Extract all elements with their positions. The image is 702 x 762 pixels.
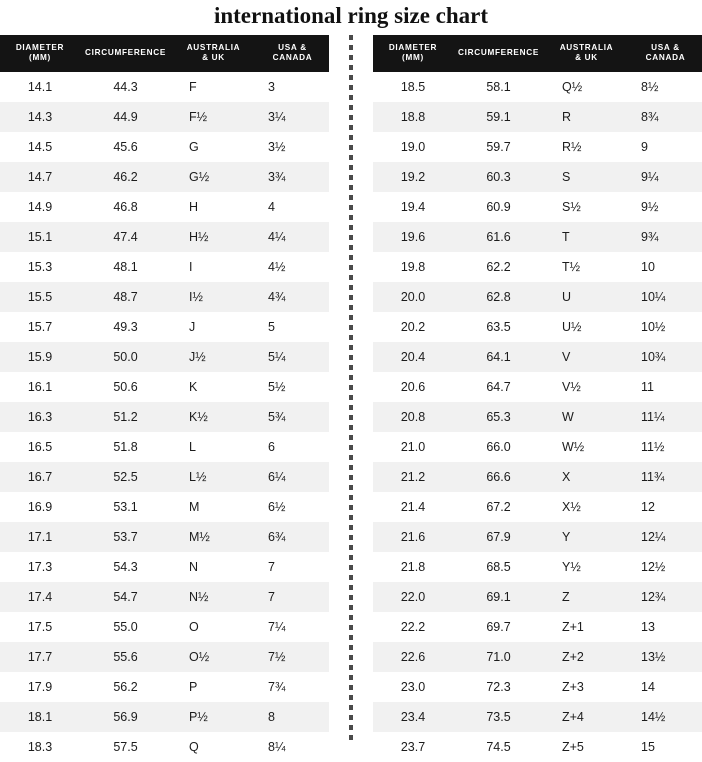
left-table-wrapper — [0, 35, 329, 762]
header-australia-uk-line2: & UK — [575, 53, 598, 63]
table-cell: 9¼ — [629, 162, 702, 192]
table-cell: 48.7 — [80, 282, 171, 312]
table-row — [373, 192, 702, 222]
table-cell: 46.8 — [80, 192, 171, 222]
table-cell: 71.0 — [453, 642, 544, 672]
table-row — [373, 282, 702, 312]
table-cell: 12 — [629, 492, 702, 522]
table-cell: 16.9 — [0, 492, 80, 522]
table-row — [0, 612, 329, 642]
table-cell: 50.6 — [80, 372, 171, 402]
table-cell: 14.7 — [0, 162, 80, 192]
table-cell: 16.1 — [0, 372, 80, 402]
table-cell: 68.5 — [453, 552, 544, 582]
table-cell: 17.3 — [0, 552, 80, 582]
table-cell: Z+5 — [544, 732, 629, 762]
table-cell: 69.7 — [453, 612, 544, 642]
table-cell: 20.0 — [373, 282, 453, 312]
table-cell: U½ — [544, 312, 629, 342]
table-row — [373, 702, 702, 732]
table-row — [0, 672, 329, 702]
table-cell: H — [171, 192, 256, 222]
header-australia-uk-line1: AUSTRALIA — [186, 43, 241, 52]
table-cell: 9¾ — [629, 222, 702, 252]
table-cell: Z+1 — [544, 612, 629, 642]
divider-line — [349, 35, 353, 741]
table-cell: 14.9 — [0, 192, 80, 222]
table-row — [373, 132, 702, 162]
table-cell: X½ — [544, 492, 629, 522]
table-cell: 59.7 — [453, 132, 544, 162]
table-cell: 60.3 — [453, 162, 544, 192]
table-cell: 47.4 — [80, 222, 171, 252]
table-row — [0, 552, 329, 582]
table-cell: 11¾ — [629, 462, 702, 492]
table-cell: H½ — [171, 222, 256, 252]
header-row — [0, 35, 329, 72]
table-cell: 17.7 — [0, 642, 80, 672]
table-cell: 4½ — [256, 252, 329, 282]
table-cell: 15.1 — [0, 222, 80, 252]
table-cell: 50.0 — [80, 342, 171, 372]
table-cell: P — [171, 672, 256, 702]
right-table-wrapper — [373, 35, 702, 762]
header-usa-canada-line2: CANADA — [272, 53, 313, 63]
page-title: international ring size chart — [213, 3, 489, 28]
table-cell: 67.9 — [453, 522, 544, 552]
table-row — [0, 702, 329, 732]
table-cell: 59.1 — [453, 102, 544, 132]
table-cell: 16.5 — [0, 432, 80, 462]
table-cell: 66.0 — [453, 432, 544, 462]
table-row — [373, 462, 702, 492]
table-cell: F½ — [171, 102, 256, 132]
header-circumference-line1: CIRCUMFERENCE — [458, 48, 539, 58]
table-row — [0, 72, 329, 102]
table-cell: 21.0 — [373, 432, 453, 462]
table-row — [0, 462, 329, 492]
header-usa-canada-line1: USA & — [651, 43, 680, 52]
header-circumference — [453, 35, 544, 72]
table-cell: 10½ — [629, 312, 702, 342]
table-row — [0, 132, 329, 162]
table-row — [373, 222, 702, 252]
table-cell: 18.5 — [373, 72, 453, 102]
table-row — [0, 222, 329, 252]
table-cell: Y — [544, 522, 629, 552]
table-cell: 14.3 — [0, 102, 80, 132]
header-australia-uk-line2: & UK — [202, 53, 225, 63]
table-cell: 44.3 — [80, 72, 171, 102]
table-cell: 69.1 — [453, 582, 544, 612]
table-cell: 19.2 — [373, 162, 453, 192]
table-cell: V — [544, 342, 629, 372]
table-cell: Z+4 — [544, 702, 629, 732]
table-row — [373, 162, 702, 192]
table-cell: 6 — [256, 432, 329, 462]
table-row — [373, 252, 702, 282]
table-cell: 12½ — [629, 552, 702, 582]
table-cell: 60.9 — [453, 192, 544, 222]
table-row — [0, 192, 329, 222]
table-cell: 45.6 — [80, 132, 171, 162]
table-cell: 74.5 — [453, 732, 544, 762]
header-usa-canada-line2: CANADA — [645, 53, 686, 63]
table-cell: 19.4 — [373, 192, 453, 222]
table-row — [373, 432, 702, 462]
header-australia-uk — [544, 35, 629, 72]
table-cell: 23.0 — [373, 672, 453, 702]
table-cell: N½ — [171, 582, 256, 612]
table-row — [373, 642, 702, 672]
table-cell: O½ — [171, 642, 256, 672]
table-cell: 4 — [256, 192, 329, 222]
table-cell: 9 — [629, 132, 702, 162]
header-diameter-line1: DIAMETER — [15, 43, 65, 52]
table-cell: W — [544, 402, 629, 432]
tables-container — [0, 35, 702, 762]
table-row — [0, 342, 329, 372]
table-cell: 7 — [256, 552, 329, 582]
table-cell: 53.7 — [80, 522, 171, 552]
table-row — [0, 402, 329, 432]
table-cell: 19.0 — [373, 132, 453, 162]
table-header-left — [0, 35, 329, 72]
table-cell: 58.1 — [453, 72, 544, 102]
table-cell: 6½ — [256, 492, 329, 522]
vertical-dotted-divider — [329, 35, 373, 762]
table-cell: O — [171, 612, 256, 642]
table-cell: 17.9 — [0, 672, 80, 702]
table-cell: 15.5 — [0, 282, 80, 312]
header-australia-uk — [171, 35, 256, 72]
table-cell: 51.8 — [80, 432, 171, 462]
table-cell: 48.1 — [80, 252, 171, 282]
table-row — [0, 372, 329, 402]
table-cell: 13½ — [629, 642, 702, 672]
table-cell: 4¾ — [256, 282, 329, 312]
table-cell: 22.0 — [373, 582, 453, 612]
table-cell: Z+2 — [544, 642, 629, 672]
header-australia-uk-line1: AUSTRALIA — [559, 43, 614, 52]
table-cell: 6¾ — [256, 522, 329, 552]
table-cell: 64.7 — [453, 372, 544, 402]
table-row — [0, 312, 329, 342]
table-cell: 5¾ — [256, 402, 329, 432]
table-cell: 65.3 — [453, 402, 544, 432]
header-diameter — [0, 35, 80, 72]
table-header-right — [373, 35, 702, 72]
table-row — [0, 642, 329, 672]
table-cell: 6¼ — [256, 462, 329, 492]
table-cell: 3 — [256, 72, 329, 102]
table-cell: I½ — [171, 282, 256, 312]
table-cell: 61.6 — [453, 222, 544, 252]
table-cell: 20.6 — [373, 372, 453, 402]
table-row — [0, 522, 329, 552]
table-cell: 14.5 — [0, 132, 80, 162]
table-cell: Q — [171, 732, 256, 762]
header-diameter-line1: DIAMETER — [388, 43, 438, 52]
table-cell: 19.6 — [373, 222, 453, 252]
table-row — [0, 102, 329, 132]
table-cell: 54.7 — [80, 582, 171, 612]
header-diameter-line2: (MM) — [402, 53, 424, 63]
table-cell: 51.2 — [80, 402, 171, 432]
table-cell: K½ — [171, 402, 256, 432]
table-cell: Y½ — [544, 552, 629, 582]
table-cell: 18.3 — [0, 732, 80, 762]
table-cell: 5¼ — [256, 342, 329, 372]
table-cell: 62.8 — [453, 282, 544, 312]
table-cell: 10¼ — [629, 282, 702, 312]
table-cell: 18.1 — [0, 702, 80, 732]
table-row — [0, 282, 329, 312]
table-cell: 22.2 — [373, 612, 453, 642]
table-cell: 21.8 — [373, 552, 453, 582]
table-cell: 67.2 — [453, 492, 544, 522]
table-cell: L½ — [171, 462, 256, 492]
table-row — [373, 312, 702, 342]
table-row — [0, 432, 329, 462]
header-usa-canada — [256, 35, 329, 72]
ring-size-table-right — [373, 35, 702, 762]
table-cell: 7¾ — [256, 672, 329, 702]
table-cell: G — [171, 132, 256, 162]
header-usa-canada-line1: USA & — [278, 43, 307, 52]
table-cell: 5½ — [256, 372, 329, 402]
table-cell: M½ — [171, 522, 256, 552]
table-body-right — [373, 72, 702, 762]
table-cell: I — [171, 252, 256, 282]
table-row — [373, 72, 702, 102]
table-cell: Z — [544, 582, 629, 612]
table-cell: 23.4 — [373, 702, 453, 732]
table-cell: 52.5 — [80, 462, 171, 492]
table-cell: 54.3 — [80, 552, 171, 582]
table-cell: U — [544, 282, 629, 312]
table-cell: 20.8 — [373, 402, 453, 432]
table-cell: 15.7 — [0, 312, 80, 342]
table-cell: N — [171, 552, 256, 582]
table-row — [373, 372, 702, 402]
table-cell: 15.9 — [0, 342, 80, 372]
header-diameter — [373, 35, 453, 72]
table-cell: 13 — [629, 612, 702, 642]
ring-size-chart-page — [0, 3, 702, 754]
table-cell: 56.2 — [80, 672, 171, 702]
table-cell: Q½ — [544, 72, 629, 102]
table-cell: 9½ — [629, 192, 702, 222]
table-cell: T½ — [544, 252, 629, 282]
table-cell: J — [171, 312, 256, 342]
table-body-left — [0, 72, 329, 762]
table-cell: L — [171, 432, 256, 462]
table-cell: 3½ — [256, 132, 329, 162]
table-cell: 16.7 — [0, 462, 80, 492]
table-row — [373, 102, 702, 132]
table-cell: 66.6 — [453, 462, 544, 492]
table-cell: R½ — [544, 132, 629, 162]
header-diameter-line2: (MM) — [29, 53, 51, 63]
table-row — [373, 612, 702, 642]
table-cell: M — [171, 492, 256, 522]
table-cell: 17.5 — [0, 612, 80, 642]
table-cell: 8½ — [629, 72, 702, 102]
table-row — [373, 402, 702, 432]
table-cell: 14.1 — [0, 72, 80, 102]
table-cell: 8¾ — [629, 102, 702, 132]
table-cell: 22.6 — [373, 642, 453, 672]
table-cell: T — [544, 222, 629, 252]
table-cell: K — [171, 372, 256, 402]
table-cell: S — [544, 162, 629, 192]
table-cell: 63.5 — [453, 312, 544, 342]
table-cell: G½ — [171, 162, 256, 192]
table-cell: J½ — [171, 342, 256, 372]
table-cell: Z+3 — [544, 672, 629, 702]
table-cell: 73.5 — [453, 702, 544, 732]
table-cell: 5 — [256, 312, 329, 342]
table-row — [373, 342, 702, 372]
table-cell: 62.2 — [453, 252, 544, 282]
header-circumference — [80, 35, 171, 72]
table-cell: 12¼ — [629, 522, 702, 552]
table-cell: 15 — [629, 732, 702, 762]
table-cell: 21.2 — [373, 462, 453, 492]
table-row — [0, 252, 329, 282]
table-cell: 11½ — [629, 432, 702, 462]
table-cell: 14 — [629, 672, 702, 702]
table-cell: 7½ — [256, 642, 329, 672]
table-cell: 15.3 — [0, 252, 80, 282]
table-cell: 57.5 — [80, 732, 171, 762]
table-row — [373, 522, 702, 552]
header-circumference-line1: CIRCUMFERENCE — [85, 48, 166, 58]
table-cell: 8¼ — [256, 732, 329, 762]
table-cell: 55.0 — [80, 612, 171, 642]
table-cell: 10¾ — [629, 342, 702, 372]
table-cell: R — [544, 102, 629, 132]
table-cell: 8 — [256, 702, 329, 732]
table-cell: 17.4 — [0, 582, 80, 612]
table-cell: 18.8 — [373, 102, 453, 132]
table-cell: P½ — [171, 702, 256, 732]
table-cell: 7 — [256, 582, 329, 612]
table-cell: 23.7 — [373, 732, 453, 762]
table-row — [373, 492, 702, 522]
table-cell: 12¾ — [629, 582, 702, 612]
table-cell: 44.9 — [80, 102, 171, 132]
table-cell: 56.9 — [80, 702, 171, 732]
table-cell: 53.1 — [80, 492, 171, 522]
table-cell: F — [171, 72, 256, 102]
table-cell: V½ — [544, 372, 629, 402]
table-cell: 4¼ — [256, 222, 329, 252]
table-row — [0, 492, 329, 522]
header-usa-canada — [629, 35, 702, 72]
table-row — [373, 582, 702, 612]
table-cell: 20.4 — [373, 342, 453, 372]
table-cell: 3¾ — [256, 162, 329, 192]
table-cell: 10 — [629, 252, 702, 282]
table-cell: 55.6 — [80, 642, 171, 672]
table-row — [373, 672, 702, 702]
table-cell: 14½ — [629, 702, 702, 732]
header-row — [373, 35, 702, 72]
table-cell: S½ — [544, 192, 629, 222]
table-cell: 16.3 — [0, 402, 80, 432]
table-cell: 21.6 — [373, 522, 453, 552]
table-cell: 3¼ — [256, 102, 329, 132]
table-cell: 64.1 — [453, 342, 544, 372]
table-cell: 7¼ — [256, 612, 329, 642]
ring-size-table-left — [0, 35, 329, 762]
table-cell: W½ — [544, 432, 629, 462]
table-cell: 46.2 — [80, 162, 171, 192]
table-cell: 11 — [629, 372, 702, 402]
table-cell: 72.3 — [453, 672, 544, 702]
table-cell: 49.3 — [80, 312, 171, 342]
table-row — [0, 582, 329, 612]
table-row — [373, 552, 702, 582]
table-cell: X — [544, 462, 629, 492]
table-cell: 21.4 — [373, 492, 453, 522]
table-row — [0, 162, 329, 192]
table-cell: 11¼ — [629, 402, 702, 432]
table-cell: 17.1 — [0, 522, 80, 552]
table-cell: 20.2 — [373, 312, 453, 342]
table-cell: 19.8 — [373, 252, 453, 282]
